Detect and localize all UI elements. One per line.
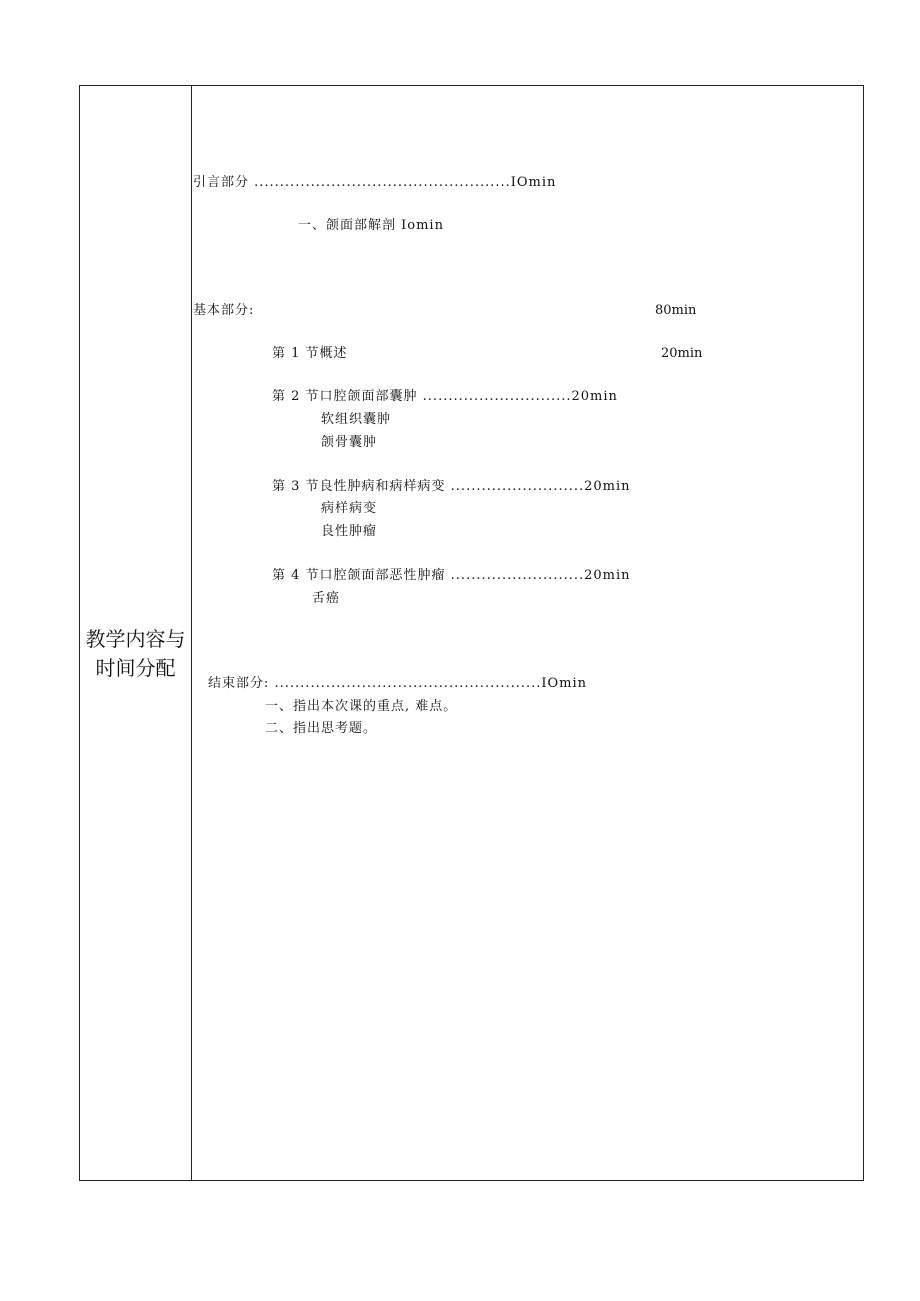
section2-item: 软组织囊肿 — [321, 412, 392, 427]
label-cell — [80, 86, 191, 1180]
row-label — [80, 625, 191, 683]
basic-part-time: 80min — [655, 303, 697, 318]
ending-item: 二、指出思考题。 — [265, 721, 378, 736]
section2-item: 颌骨囊肿 — [321, 435, 378, 450]
intro-line: 引言部分 ..................................................IOmin — [193, 175, 557, 190]
section4-item: 舌癌 — [312, 591, 341, 606]
section2-line: 第 2 节口腔颌面部囊肿 .............................20min — [272, 389, 618, 404]
section4-line: 第 4 节口腔颌面部恶性肿瘤 ..........................20min — [272, 568, 631, 583]
basic-part-label: 基本部分: — [193, 303, 255, 318]
intro-anatomy-line: 一、颌面部解剖 Iomin — [298, 218, 444, 233]
section3-item: 病样病变 — [321, 501, 378, 516]
ending-line: 结束部分: ....................................................IOmin — [208, 676, 588, 691]
column-divider — [191, 86, 192, 1180]
lesson-plan-table — [79, 85, 864, 1181]
row-label-line1: 教学内容与 — [85, 627, 186, 651]
row-label-line2: 时间分配 — [95, 656, 176, 680]
section3-item: 良性肿瘤 — [321, 524, 378, 539]
section1-time: 20min — [661, 346, 703, 361]
section3-line: 第 3 节良性肿病和病样病变 ..........................20min — [272, 479, 631, 494]
section1-label: 第 1 节概述 — [272, 346, 348, 361]
ending-item: 一、指出本次课的重点, 难点。 — [265, 699, 458, 714]
